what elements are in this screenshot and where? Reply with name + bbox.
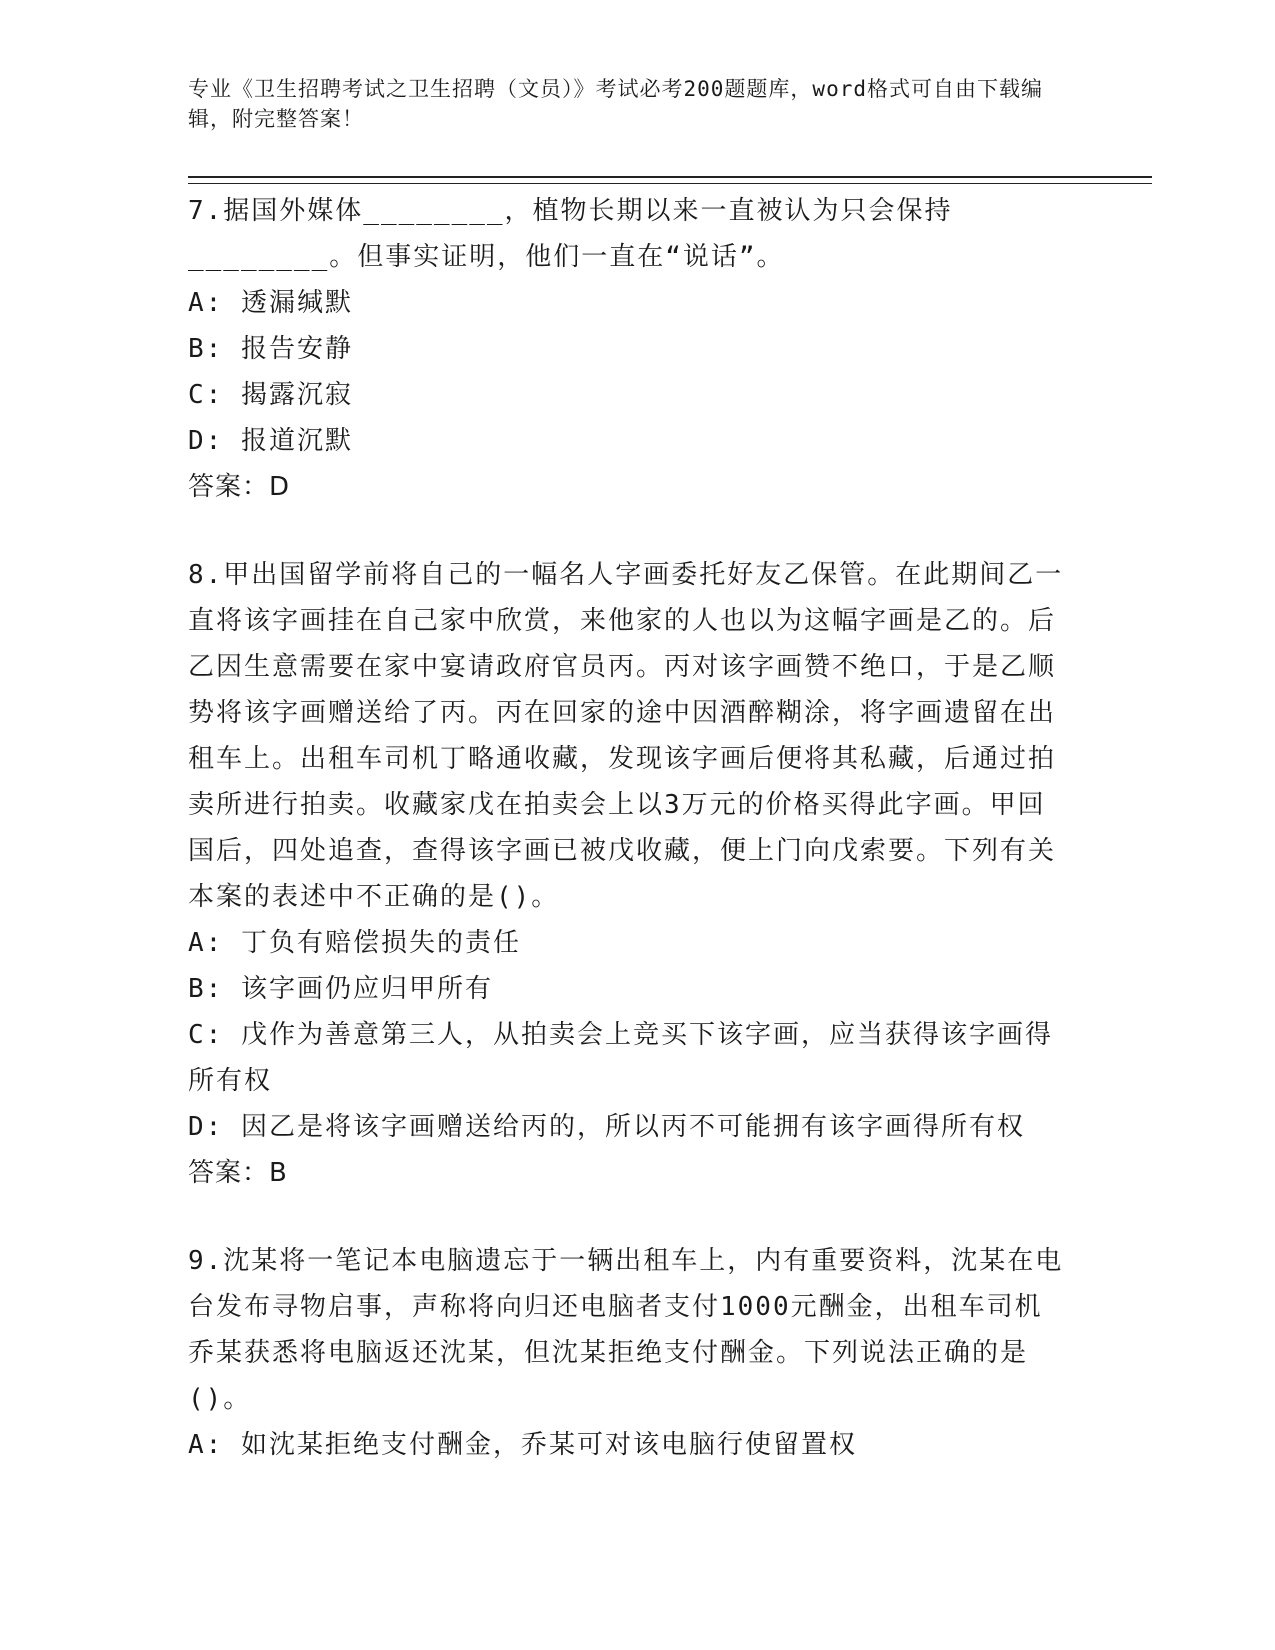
answer-line: 答案：B <box>188 1158 288 1188</box>
question-9 <box>188 1238 1068 1468</box>
question-7 <box>188 188 1068 510</box>
header-rule-thin <box>188 183 1152 184</box>
question-text: 7.据国外媒体________，植物长期以来一直被认为只会保持________。但事实证明，他们一直在“说话”。 <box>188 196 953 272</box>
question-8 <box>188 552 1068 1196</box>
header-text: 专业《卫生招聘考试之卫生招聘（文员）》考试必考200题题库，word格式可自由下载编辑，附完整答案！ <box>188 77 1043 131</box>
option-a: A: 如沈某拒绝支付酬金，乔某可对该电脑行使留置权 <box>188 1430 857 1460</box>
option-b: B: 报告安静 <box>188 334 353 364</box>
document-header <box>188 74 1068 134</box>
question-text: 8.甲出国留学前将自己的一幅名人字画委托好友乙保管。在此期间乙一直将该字画挂在自己家中欣赏，来他家的人也以为这幅字画是乙的。后乙因生意需要在家中宴请政府官员丙。丙对该字画赞不绝口，于是乙顺势将该字画赠送给了丙。丙在回家的途中因酒醉糊涂，将字画遗留在出租车上。出租车司机丁略通收藏，发现该字画后便将其私藏，后通过拍卖所进行拍卖。收藏家戊在拍卖会上以3万元的价格买得此字画。甲回国后，四处追查，查得该字画已被戊收藏，便上门向戊索要。下列有关本案的表述中不正确的是()。 <box>188 560 1064 912</box>
spacer <box>188 510 1068 552</box>
option-b: B: 该字画仍应归甲所有 <box>188 974 493 1004</box>
option-d: D: 因乙是将该字画赠送给丙的，所以丙不可能拥有该字画得所有权 <box>188 1112 1025 1142</box>
option-a: A: 透漏缄默 <box>188 288 353 318</box>
option-c: C: 揭露沉寂 <box>188 380 353 410</box>
question-text: 9.沈某将一笔记本电脑遗忘于一辆出租车上，内有重要资料，沈某在电台发布寻物启事，声称将向归还电脑者支付1000元酬金，出租车司机乔某获悉将电脑返还沈某，但沈某拒绝支付酬金。下列说法正确的是()。 <box>188 1246 1064 1414</box>
header-rule-thick <box>188 176 1152 178</box>
spacer <box>188 1196 1068 1238</box>
answer-line: 答案：D <box>188 472 291 502</box>
option-d: D: 报道沉默 <box>188 426 353 456</box>
option-a: A: 丁负有赔偿损失的责任 <box>188 928 521 958</box>
question-list <box>188 188 1068 1468</box>
option-c: C: 戊作为善意第三人，从拍卖会上竞买下该字画，应当获得该字画得所有权 <box>188 1020 1053 1096</box>
